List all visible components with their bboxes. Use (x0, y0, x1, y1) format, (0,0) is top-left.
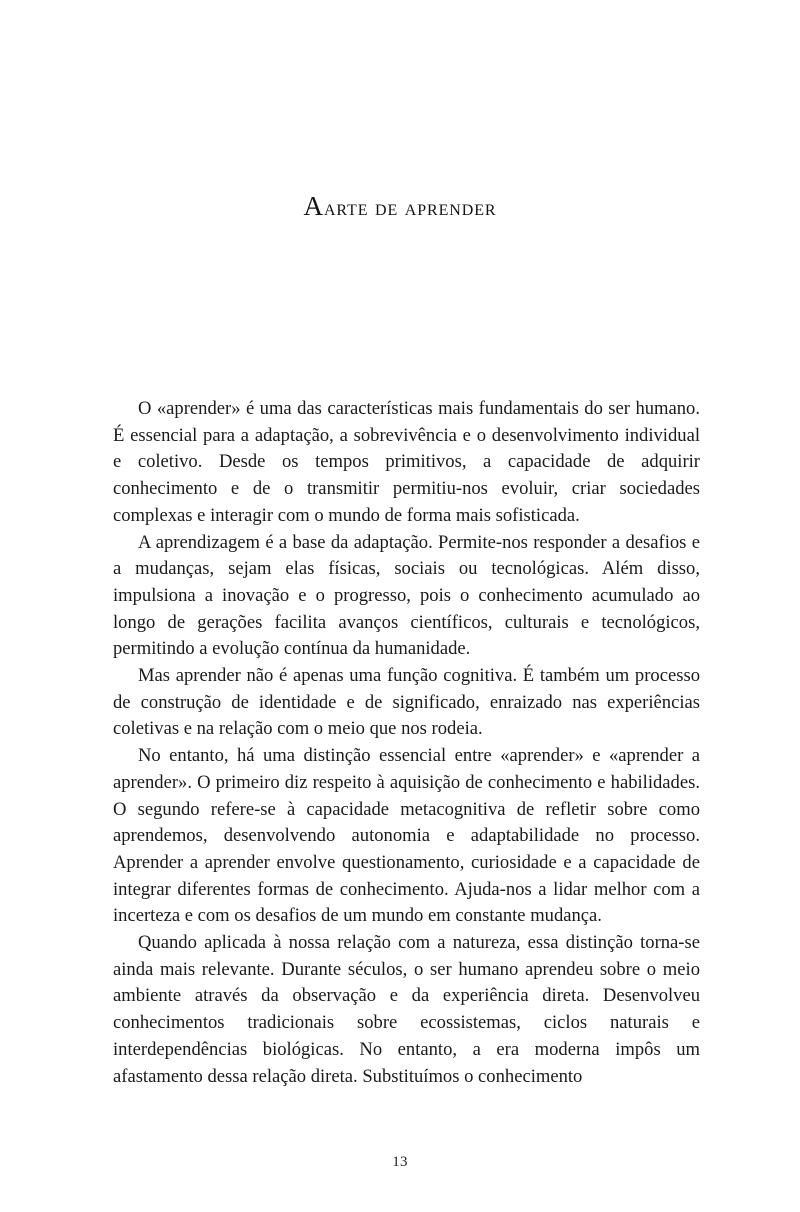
body-paragraph: Quando aplicada à nossa relação com a natureza, essa distinção torna-se ainda mais relevante. Durante séculos, o ser humano aprendeu sobre o meio ambiente através da observação e da experiência direta. Desenvolveu conhecimentos tradicionais sobre ecossistemas, ciclos naturais e interdependências biológicas. No entanto, a era moderna impôs um afastamento dessa relação direta. Substituímos o conhecimento (113, 932, 700, 1087)
body-paragraph: O «aprender» é uma das características mais fundamentais do ser humano. É essencial para a adaptação, a sobrevivência e o desenvolvimento individual e coletivo. Desde os tempos primitivos, a capacidade de adquirir conhecimento e de o transmitir permitiu-nos evoluir, criar sociedades complexas e interagir com o mundo de forma mais sofisticada. (113, 398, 700, 526)
chapter-title-initial: A (303, 191, 324, 221)
chapter-title-rest: arte de aprender (323, 195, 497, 220)
chapter-title (0, 192, 800, 222)
body-text-block (113, 396, 700, 1090)
body-paragraph: No entanto, há uma distinção essencial entre «aprender» e «aprender a aprender». O primeiro diz respeito à aquisição de conhecimento e habilidades. O segundo refere-se à capacidade metacognitiva de refletir sobre como aprendemos, desenvolvendo autonomia e adaptabilidade no processo. Aprender a aprender envolve questionamento, curiosidade e a capacidade de integrar diferentes formas de conhecimento. Ajuda-nos a lidar melhor com a incerteza e com os desafios de um mundo em constante mudança. (113, 745, 700, 927)
page-number: 13 (392, 1154, 408, 1170)
body-paragraph: A aprendizagem é a base da adaptação. Permite-nos responder a desafios e a mudanças, sejam elas físicas, sociais ou tecnológicas. Além disso, impulsiona a inovação e o progresso, pois o conhecimento acumulado ao longo de gerações facilita avanços científicos, culturais e tecnológicos, permitindo a evolução contínua da humanidade. (113, 531, 700, 660)
body-paragraph: Mas aprender não é apenas uma função cognitiva. É também um processo de construção de identidade e de significado, enraizado nas experiências coletivas e na relação com o meio que nos rodeia. (113, 665, 700, 740)
